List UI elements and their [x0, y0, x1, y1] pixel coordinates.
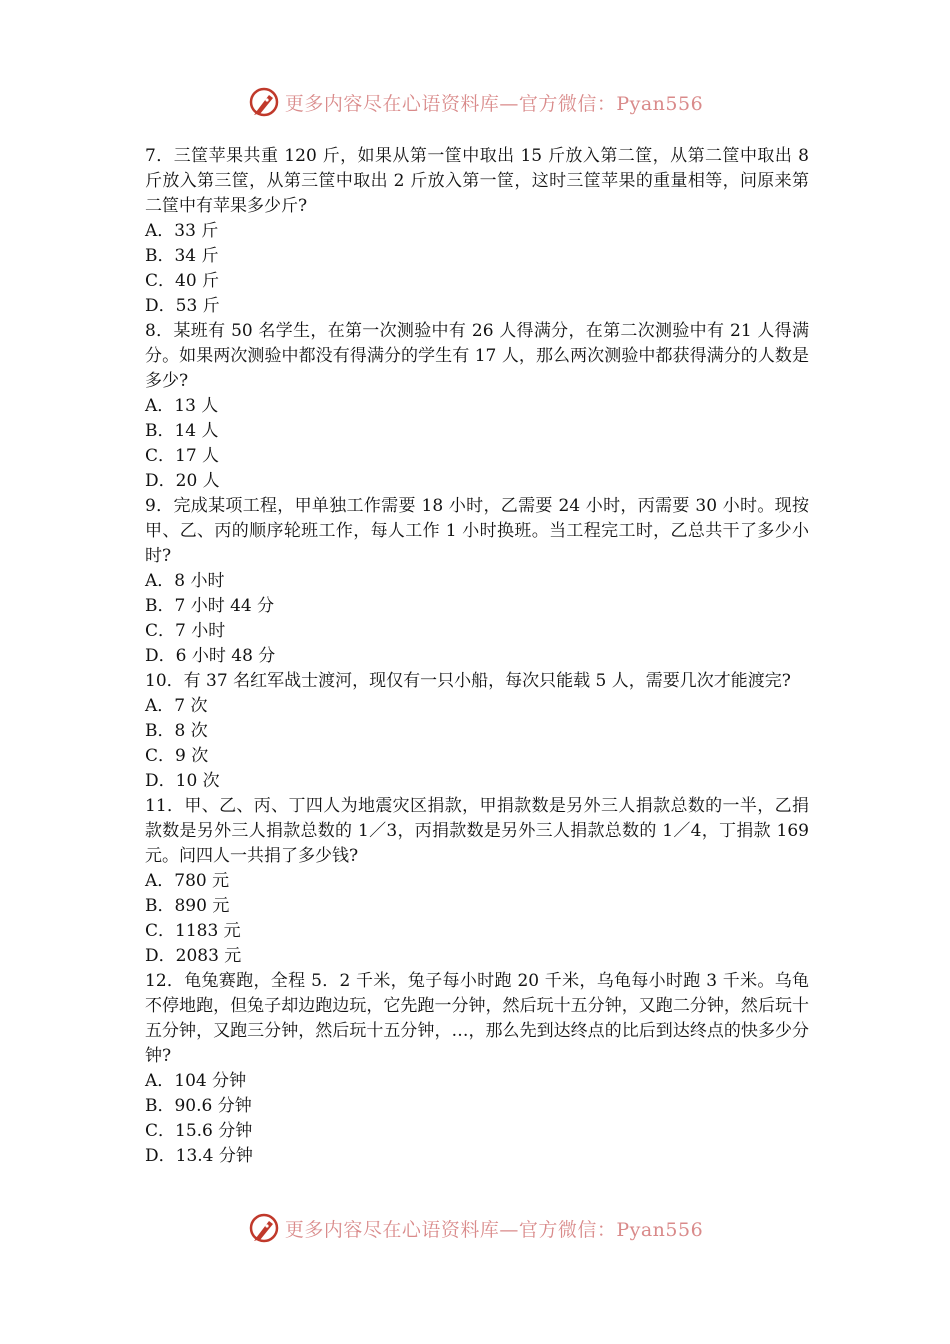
option-d: D．6 小时 48 分: [145, 646, 276, 666]
option-c: C．15.6 分钟: [145, 1121, 253, 1141]
banner-text: 更多内容尽在心语资料库—官方微信：Pyan556: [284, 1218, 704, 1241]
option-a: A．780 元: [145, 871, 230, 891]
question-block: [145, 144, 809, 319]
option-c: C．1183 元: [145, 921, 241, 941]
option-c: C．40 斤: [145, 271, 220, 291]
question-text: 9．完成某项工程，甲单独工作需要 18 小时，乙需要 24 小时，丙需要 30 小时。现按甲、乙、丙的顺序轮班工作，每人工作 1 小时换班。当工程完工时，乙总共干了多少小时?: [145, 496, 809, 566]
option-c: C．9 次: [145, 746, 209, 766]
pen-nib-logo-icon: [247, 1211, 281, 1245]
question-text: 12．龟兔赛跑，全程 5．2 千米，兔子每小时跑 20 千米，乌龟每小时跑 3 千米。乌龟不停地跑，但兔子却边跑边玩，它先跑一分钟，然后玩十五分钟，又跑二分钟，然后玩十五分钟，又跑三分钟，然后玩十五分钟，…，那么先到达终点的比后到达终点的快多少分钟?: [145, 971, 809, 1066]
question-block: [145, 669, 809, 794]
pen-nib-logo-icon: [247, 85, 281, 119]
header-banner: [0, 82, 950, 122]
question-block: [145, 319, 809, 494]
option-b: B．890 元: [145, 896, 230, 916]
question-text: 11．甲、乙、丙、丁四人为地震灾区捐款，甲捐款数是另外三人捐款总数的一半，乙捐款数是另外三人捐款总数的 1／3，丙捐款数是另外三人捐款总数的 1／4，丁捐款 169 元。问四人一共捐了多少钱?: [145, 796, 809, 866]
option-a: A．13 人: [145, 396, 219, 416]
option-b: B．34 斤: [145, 246, 219, 266]
question-block: [145, 494, 809, 669]
option-d: D．53 斤: [145, 296, 220, 316]
footer-banner: [0, 1208, 950, 1248]
option-b: B．8 次: [145, 721, 208, 741]
question-block: [145, 969, 809, 1169]
question-list: [145, 144, 809, 1169]
option-d: D．2083 元: [145, 946, 242, 966]
option-a: A．8 小时: [145, 571, 225, 591]
question-text: 10．有 37 名红军战士渡河，现仅有一只小船，每次只能载 5 人，需要几次才能渡完?: [145, 671, 791, 691]
banner-text: 更多内容尽在心语资料库—官方微信：Pyan556: [284, 92, 704, 115]
option-a: A．104 分钟: [145, 1071, 247, 1091]
question-text: 8．某班有 50 名学生，在第一次测验中有 26 人得满分，在第二次测验中有 21 人得满分。如果两次测验中都没有得满分的学生有 17 人，那么两次测验中都获得满分的人数是多少?: [145, 321, 809, 391]
option-d: D．20 人: [145, 471, 220, 491]
option-b: B．7 小时 44 分: [145, 596, 275, 616]
question-block: [145, 794, 809, 969]
option-d: D．13.4 分钟: [145, 1146, 253, 1166]
option-b: B．14 人: [145, 421, 219, 441]
option-b: B．90.6 分钟: [145, 1096, 252, 1116]
option-c: C．7 小时: [145, 621, 226, 641]
question-text: 7．三筐苹果共重 120 斤，如果从第一筐中取出 15 斤放入第二筐，从第二筐中取出 8 斤放入第三筐，从第三筐中取出 2 斤放入第一筐，这时三筐苹果的重量相等，问原来第二筐中有苹果多少斤?: [145, 146, 809, 216]
option-c: C．17 人: [145, 446, 220, 466]
option-d: D．10 次: [145, 771, 220, 791]
option-a: A．7 次: [145, 696, 208, 716]
option-a: A．33 斤: [145, 221, 219, 241]
